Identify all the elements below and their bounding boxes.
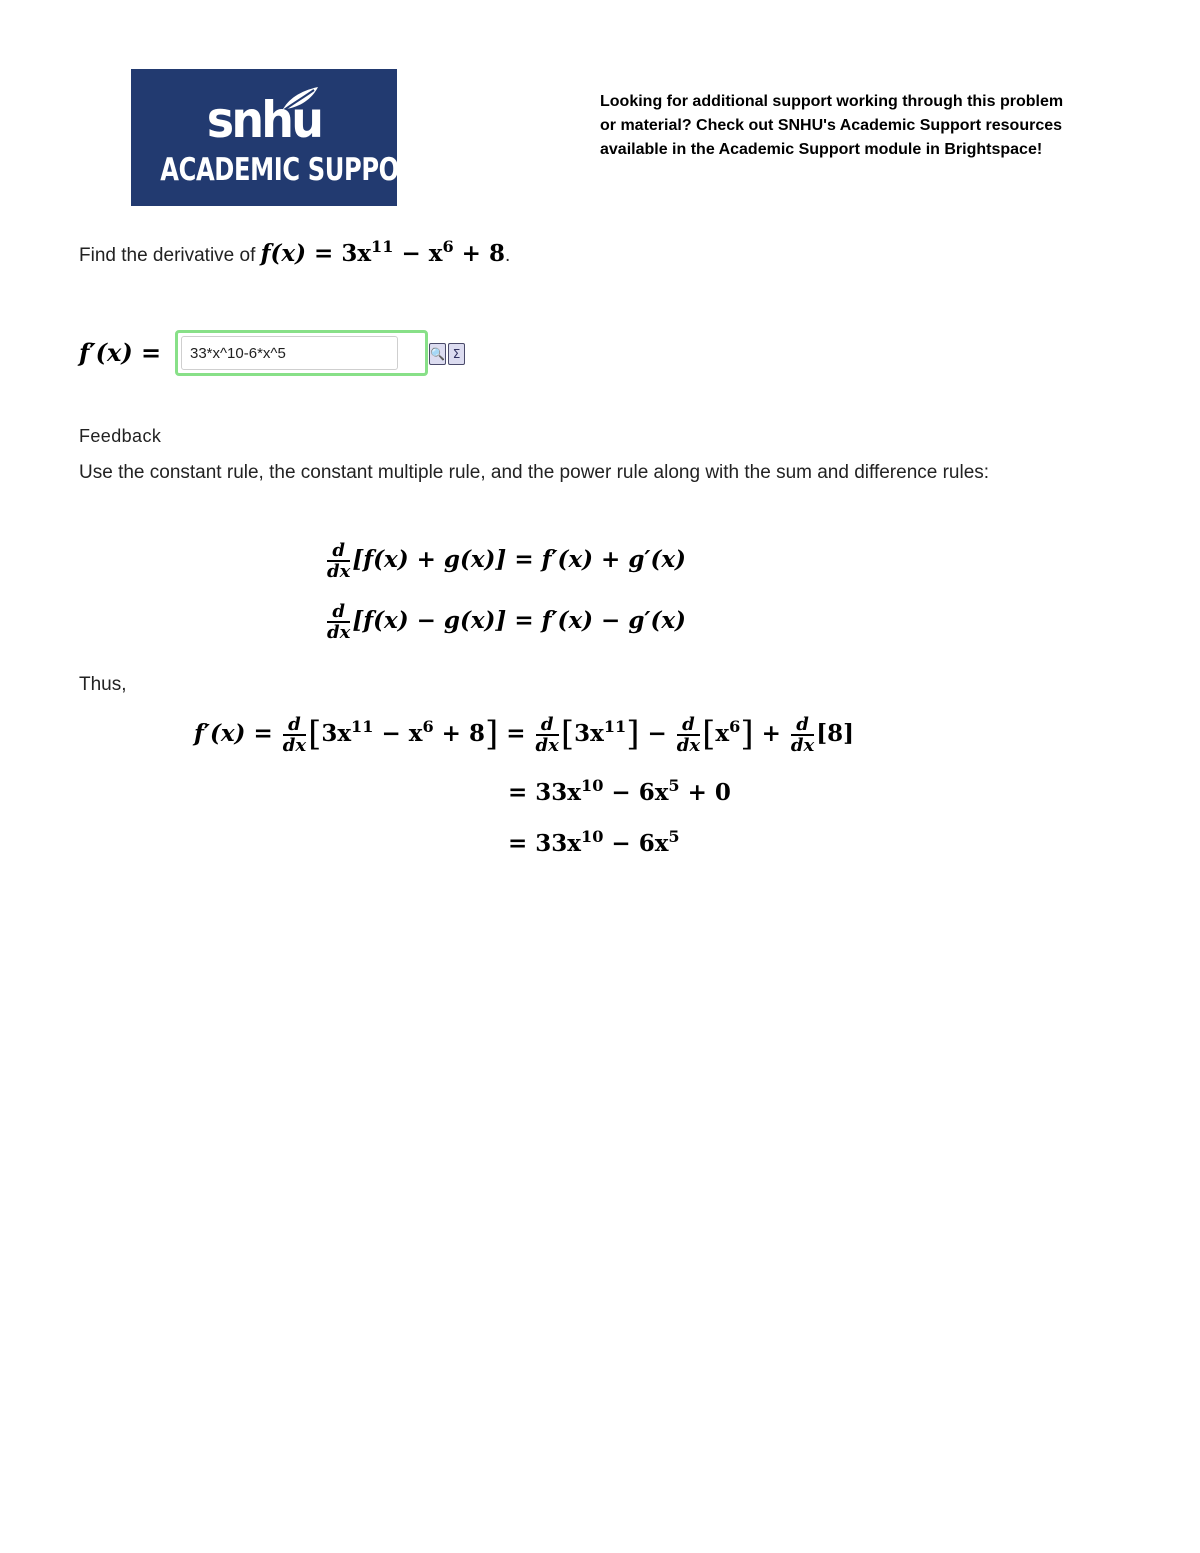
answer-field-wrapper: [175, 330, 428, 376]
question-prompt: Find the derivative of $f(x) = 3x^{11} - x^6 + 8$.: [79, 237, 511, 267]
feedback-heading: Feedback: [79, 426, 162, 446]
preview-icon[interactable]: 🔍: [429, 343, 446, 365]
sum-rule: $\frac{d}{dx}$ [f(x) + g(x)] = f′(x) + g′(x): [327, 540, 686, 582]
answer-label: f′(x) =: [79, 338, 162, 367]
derivative-operator: $\frac{d}{dx}$: [327, 540, 351, 582]
thus-label: Thus,: [79, 674, 127, 695]
support-note: Looking for additional support working through this problem or material? Check out SNHU's Academic Support resources available in the Academic Support module in Brightspace!: [600, 93, 1064, 158]
derivation-line-2: = $33x^{10} - 6x^5 + 0$: [508, 776, 731, 806]
question-text: Find the derivative of: [79, 245, 256, 266]
derivation-line-1: f′(x) = $\frac{d}{dx}$ $[3x^{11} - x^6 + 8]$ = $\frac{d}{dx}$ $[3x^{11}]$ − $\frac{d}{dx}$ $[x^6]$ + $\frac{d}{dx}$ [8]: [194, 714, 854, 756]
feedback-text: Use the constant rule, the constant multiple rule, and the power rule along with the sum and difference rules:: [79, 462, 990, 483]
derivative-operator: $\frac{d}{dx}$: [327, 601, 351, 643]
question-function: $f(x) = 3x^{11} - x^6 + 8$: [260, 237, 505, 267]
difference-rule: $\frac{d}{dx}$ [f(x) − g(x)] = f′(x) − g′(x): [327, 601, 686, 643]
sum-symbol-icon[interactable]: Σ: [448, 343, 465, 365]
logo-subtitle: ACADEMIC SUPPORT: [160, 152, 433, 188]
logo-brand: snhu: [206, 91, 322, 149]
snhu-academic-support-logo: [131, 69, 433, 206]
derivation-line-3: = $33x^{10} - 6x^5$: [508, 827, 680, 857]
answer-input[interactable]: [181, 336, 398, 370]
